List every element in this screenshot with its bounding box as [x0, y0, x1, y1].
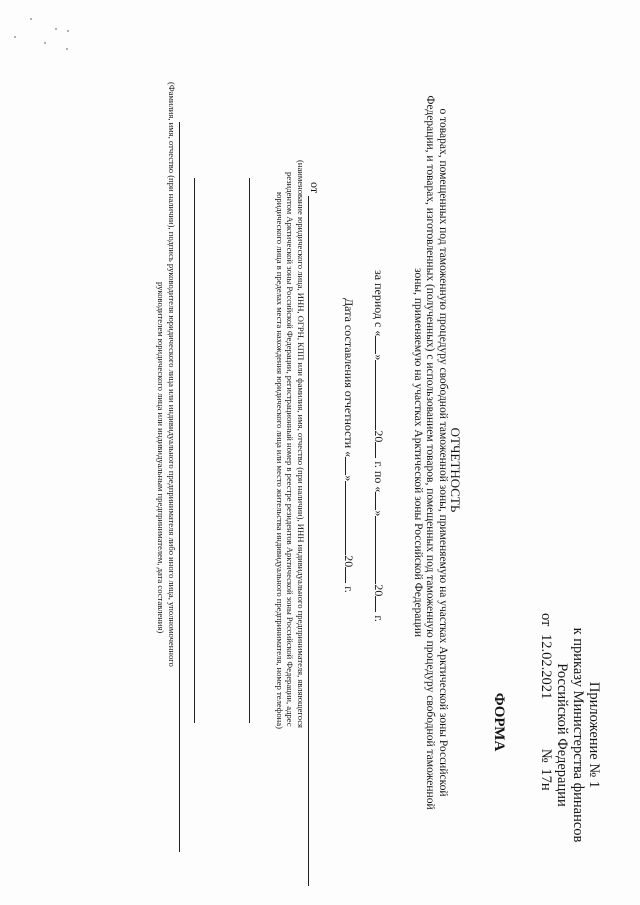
- period-start-day-field[interactable]: [375, 336, 387, 354]
- signature-caption: [156, 82, 177, 667]
- report-date-year-field[interactable]: [345, 567, 357, 583]
- signature-field[interactable]: [179, 122, 180, 852]
- period-start-month-field[interactable]: [375, 360, 387, 430]
- appendix-date: 12.02.2021: [538, 634, 554, 700]
- appendix-country: Российской Федерации: [554, 663, 570, 807]
- appendix-date-line: от 12.02.2021 № 17н: [538, 613, 554, 791]
- appendix-header: [538, 605, 602, 865]
- subtitle-line-2: Федерации, и товарах, изготовленных (полученных) с использованием товаров, помещенных под таможенную процедуру свободной таможенной: [424, 95, 437, 810]
- report-date-month-field[interactable]: [345, 481, 357, 555]
- report-date-line: Дата составления отчетности «»20 г.: [342, 298, 356, 593]
- period-end-month-field[interactable]: [375, 516, 387, 584]
- report-title: ОТЧЕТНОСТЬ: [448, 427, 463, 513]
- period-end-year-field[interactable]: [375, 596, 387, 612]
- report-date-day-field[interactable]: [345, 457, 357, 475]
- entity-caption-line-3: юридического лица в пределах места нахождения юридического лица или место жительства индивидуального предпринимателя, номер телефона): [275, 192, 285, 729]
- subtitle-line-1: о товарах, помещенных под таможенную процедуру свободной таможенной зоны, применяемую на участках Арктической зоны Российской: [437, 108, 449, 797]
- from-label: от: [308, 182, 322, 194]
- entity-field[interactable]: [308, 196, 309, 886]
- period-line: за период с «»20 г. по «»20 г.: [372, 270, 386, 622]
- report-subtitle: [412, 40, 450, 865]
- appendix-order-number: 17н: [538, 768, 554, 791]
- entity-field-line-3[interactable]: [194, 178, 195, 723]
- entity-caption: [275, 160, 307, 729]
- entity-field-line-2[interactable]: [249, 178, 250, 723]
- period-end-day-field[interactable]: [375, 492, 387, 510]
- entity-caption-line-2: резидентом Арктической зоны Российской Федерации, регистрационный номер в реестре резидентов Арктической зоны Российской Федерации, адрес: [285, 172, 296, 727]
- period-start-year-field[interactable]: [375, 442, 387, 458]
- subtitle-line-3: зоны, применяемую на участках Арктической зоны Российской Федерации: [412, 268, 424, 637]
- signature-caption-line-2: руководителем юридического лица или индивидуальным предпринимателем, дата составления): [156, 282, 167, 634]
- signature-caption-line-1: (Фамилия, имя, отчество (при наличии), подпись руководителя юридического лица или индивидуального предпринимателя либо иного лица, уполномоченного: [167, 82, 177, 667]
- entity-caption-line-1: (наименование юридического лица, ИНН, ОГРН, КПП или фамилия, имя, отчество (при наличии), ИНН индивидуального предпринимателя, являющегося: [296, 160, 306, 729]
- appendix-order: к приказу Министерства финансов: [570, 627, 586, 843]
- appendix-number: Приложение № 1: [586, 681, 602, 789]
- form-label: ФОРМА: [491, 692, 507, 752]
